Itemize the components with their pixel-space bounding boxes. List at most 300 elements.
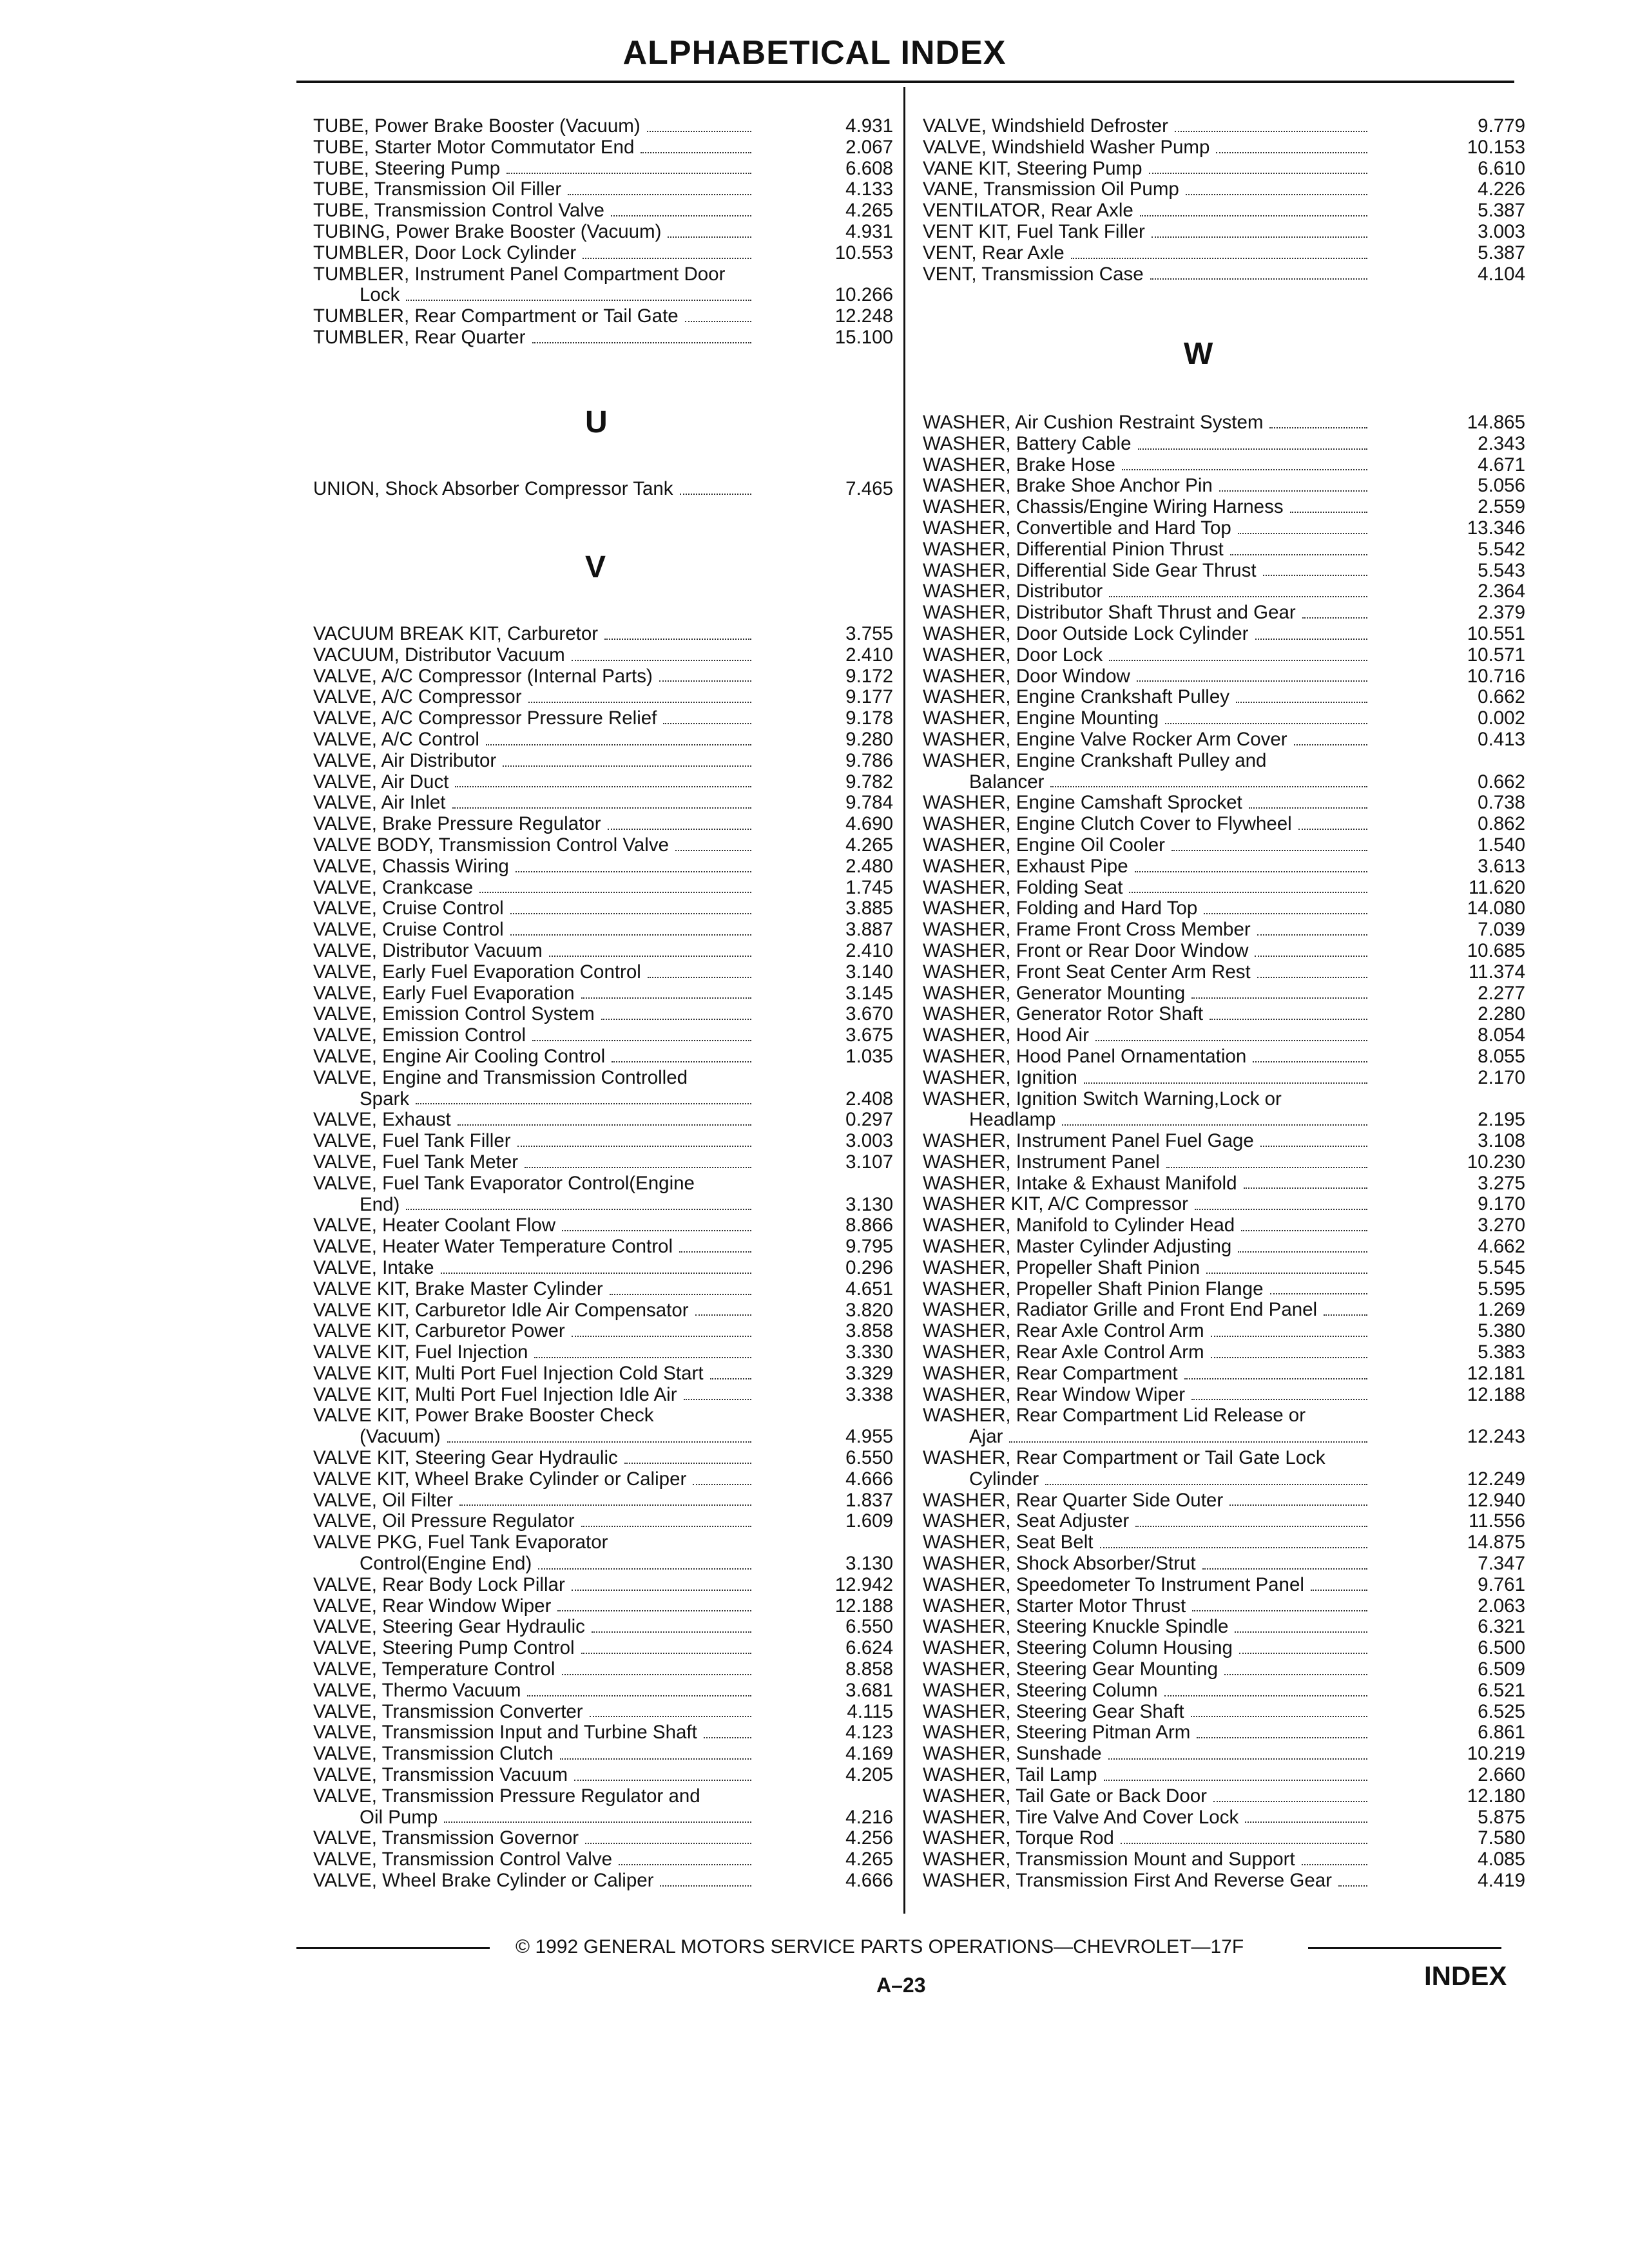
index-entry bbox=[313, 814, 893, 835]
index-entry bbox=[923, 687, 1525, 708]
dot-leader bbox=[1062, 1124, 1367, 1126]
index-entry bbox=[313, 729, 893, 751]
index-entry bbox=[313, 1215, 893, 1236]
entry-text: WASHER, Rear Axle Control Arm bbox=[923, 1320, 1204, 1342]
dot-leader bbox=[1129, 891, 1367, 893]
entry-page-ref: 12.942 bbox=[834, 1573, 893, 1595]
entry-text: VALVE, Distributor Vacuum bbox=[313, 939, 543, 961]
entry-text: WASHER, Steering Column bbox=[923, 1679, 1158, 1701]
entry-text: WASHER, Engine Crankshaft Pulley bbox=[923, 686, 1230, 708]
dot-leader bbox=[693, 1483, 751, 1485]
entry-text: WASHER, Rear Compartment Lid Release or bbox=[923, 1405, 1306, 1427]
entry-text: VALVE, Exhaust bbox=[313, 1109, 451, 1131]
entry-text: WASHER, Rear Window Wiper bbox=[923, 1383, 1186, 1405]
dot-leader bbox=[1135, 1525, 1367, 1527]
index-entry bbox=[923, 1131, 1525, 1152]
index-entry bbox=[313, 179, 893, 200]
entry-text: VALVE KIT, Power Brake Booster Check bbox=[313, 1405, 654, 1427]
index-entry bbox=[923, 159, 1525, 180]
index-entry bbox=[313, 159, 893, 180]
index-entry bbox=[313, 793, 893, 814]
entry-text: WASHER, Generator Rotor Shaft bbox=[923, 1003, 1204, 1025]
entry-page-ref: 1.540 bbox=[1478, 834, 1525, 856]
entry-text: VALVE, Steering Pump Control bbox=[313, 1637, 575, 1659]
index-entry bbox=[313, 751, 893, 772]
entry-text: VALVE, Early Fuel Evaporation bbox=[313, 982, 575, 1004]
entry-page-ref: 3.338 bbox=[845, 1383, 893, 1405]
entry-page-ref: 2.343 bbox=[1478, 432, 1525, 454]
index-entry bbox=[313, 898, 893, 919]
dot-leader bbox=[527, 1695, 751, 1696]
index-entry bbox=[313, 1321, 893, 1342]
index-entry bbox=[923, 1068, 1525, 1089]
entry-text: WASHER, Seat Belt bbox=[923, 1532, 1094, 1553]
entry-text: VALVE KIT, Multi Port Fuel Injection Idle Air bbox=[313, 1383, 677, 1405]
entry-text: TUBE, Power Brake Booster (Vacuum) bbox=[313, 115, 641, 137]
entry-page-ref: 12.249 bbox=[1467, 1468, 1525, 1490]
entry-page-ref: 5.387 bbox=[1478, 200, 1525, 222]
index-entry bbox=[923, 561, 1525, 582]
index-entry bbox=[923, 539, 1525, 561]
entry-page-ref: 7.465 bbox=[845, 478, 893, 499]
index-entry bbox=[313, 1617, 893, 1638]
entry-text: VALVE, Rear Window Wiper bbox=[313, 1595, 552, 1617]
dot-leader bbox=[568, 193, 751, 195]
dot-leader bbox=[1211, 1335, 1367, 1337]
entry-page-ref: 3.675 bbox=[845, 1024, 893, 1046]
entry-page-ref: 9.761 bbox=[1478, 1573, 1525, 1595]
right-column bbox=[923, 0, 1525, 1933]
dot-leader bbox=[1230, 553, 1367, 555]
entry-text: VALVE, Transmission Converter bbox=[313, 1700, 583, 1722]
index-entry bbox=[923, 1385, 1525, 1406]
entry-text: VALVE KIT, Carburetor Idle Air Compensator bbox=[313, 1299, 689, 1321]
index-entry bbox=[923, 835, 1525, 856]
footer-copyright: © 1992 GENERAL MOTORS SERVICE PARTS OPERATIONS—CHEVROLET—17F bbox=[516, 1936, 1244, 1957]
entry-text: VALVE, Fuel Tank Evaporator Control(Engine bbox=[313, 1172, 695, 1194]
entry-text: WASHER, Manifold to Cylinder Head bbox=[923, 1215, 1235, 1236]
entry-text: VALVE, A/C Compressor Pressure Relief bbox=[313, 707, 657, 729]
index-entry bbox=[313, 327, 893, 349]
entry-page-ref: 0.413 bbox=[1478, 728, 1525, 750]
index-entry bbox=[313, 1110, 893, 1131]
dot-leader bbox=[1338, 1885, 1367, 1887]
entry-page-ref: 15.100 bbox=[834, 326, 893, 348]
entry-page-ref: 2.410 bbox=[845, 939, 893, 961]
entry-text: WASHER, Seat Adjuster bbox=[923, 1510, 1130, 1532]
index-entry bbox=[923, 666, 1525, 687]
entry-text-continued: Control(Engine End) bbox=[360, 1553, 532, 1575]
index-entry bbox=[313, 983, 893, 1004]
entry-text: WASHER, Transmission Mount and Support bbox=[923, 1849, 1295, 1870]
index-entry bbox=[923, 1744, 1525, 1765]
entry-text: WASHER, Tail Gate or Back Door bbox=[923, 1785, 1208, 1807]
index-entry bbox=[923, 1575, 1525, 1596]
index-entry bbox=[923, 1828, 1525, 1849]
index-entry bbox=[923, 434, 1525, 455]
entry-text: VALVE, Transmission Clutch bbox=[313, 1743, 554, 1765]
section-label: INDEX bbox=[1424, 1961, 1507, 1991]
dot-leader bbox=[1191, 1715, 1367, 1717]
dot-leader bbox=[1140, 215, 1367, 216]
index-entry bbox=[313, 1680, 893, 1702]
dot-leader bbox=[1324, 1314, 1367, 1316]
entry-text: VALVE, Transmission Governor bbox=[313, 1827, 579, 1849]
entry-page-ref: 6.525 bbox=[1478, 1700, 1525, 1722]
dot-leader bbox=[538, 1568, 751, 1570]
index-entry bbox=[923, 1659, 1525, 1680]
entry-page-ref: 3.613 bbox=[1478, 855, 1525, 877]
dot-leader bbox=[1195, 1208, 1367, 1210]
dot-leader bbox=[549, 955, 751, 957]
entry-page-ref: 4.133 bbox=[845, 178, 893, 200]
index-entry bbox=[923, 1194, 1525, 1215]
dot-leader bbox=[601, 1018, 751, 1020]
entry-text: VALVE KIT, Steering Gear Hydraulic bbox=[313, 1447, 618, 1469]
index-entry bbox=[313, 1765, 893, 1786]
entry-text-continued: Oil Pump bbox=[360, 1806, 438, 1828]
entry-text: WASHER, Torque Rod bbox=[923, 1827, 1114, 1849]
entry-text: WASHER, Transmission First And Reverse Gear bbox=[923, 1869, 1332, 1891]
entry-text: WASHER, Rear Quarter Side Outer bbox=[923, 1489, 1224, 1511]
index-entry bbox=[313, 200, 893, 222]
index-entry bbox=[923, 1258, 1525, 1279]
entry-text: WASHER, Shock Absorber/Strut bbox=[923, 1553, 1196, 1575]
entry-text: VENTILATOR, Rear Axle bbox=[923, 200, 1133, 222]
entry-page-ref: 2.408 bbox=[845, 1088, 893, 1110]
entry-text: TUMBLER, Rear Compartment or Tail Gate bbox=[313, 305, 679, 327]
index-entry bbox=[313, 1068, 893, 1110]
index-entry bbox=[313, 645, 893, 666]
page-number: A–23 bbox=[876, 1974, 926, 1997]
entry-page-ref: 3.820 bbox=[845, 1299, 893, 1321]
index-entry bbox=[923, 476, 1525, 497]
dot-leader bbox=[1152, 236, 1367, 238]
entry-text: VALVE, Chassis Wiring bbox=[313, 855, 509, 877]
index-entry bbox=[313, 1744, 893, 1765]
dot-leader bbox=[685, 320, 751, 322]
index-entry bbox=[923, 729, 1525, 751]
entry-text: WASHER, Brake Hose bbox=[923, 454, 1115, 476]
dot-leader bbox=[1166, 1166, 1367, 1168]
dot-leader bbox=[1238, 532, 1367, 534]
dot-leader bbox=[562, 1673, 752, 1675]
entry-page-ref: 12.243 bbox=[1467, 1426, 1525, 1448]
dot-leader bbox=[585, 1842, 751, 1844]
entry-page-ref: 8.055 bbox=[1478, 1045, 1525, 1067]
entry-page-ref: 1.269 bbox=[1478, 1299, 1525, 1321]
dot-leader bbox=[1216, 151, 1367, 153]
entry-page-ref: 2.480 bbox=[845, 855, 893, 877]
entry-page-ref: 2.379 bbox=[1478, 602, 1525, 624]
dot-leader bbox=[458, 1124, 751, 1126]
index-entry bbox=[923, 878, 1525, 899]
dot-leader bbox=[1100, 1546, 1368, 1548]
dot-leader bbox=[675, 849, 751, 851]
dot-leader bbox=[668, 236, 751, 238]
dot-leader bbox=[1186, 193, 1367, 195]
index-entry bbox=[923, 1807, 1525, 1829]
entry-page-ref: 11.374 bbox=[1468, 961, 1525, 983]
dot-leader bbox=[557, 1610, 751, 1611]
index-entry bbox=[313, 1490, 893, 1512]
index-entry bbox=[923, 941, 1525, 962]
dot-leader bbox=[1135, 870, 1367, 872]
dot-leader bbox=[1149, 172, 1368, 174]
entry-page-ref: 10.553 bbox=[834, 242, 893, 264]
entry-text: WASHER, Battery Cable bbox=[923, 432, 1132, 454]
entry-page-ref: 4.931 bbox=[845, 220, 893, 242]
entry-text: WASHER, Folding Seat bbox=[923, 876, 1123, 898]
index-entry bbox=[923, 1321, 1525, 1342]
entry-text: VENT, Rear Axle bbox=[923, 242, 1065, 264]
entry-page-ref: 5.595 bbox=[1478, 1278, 1525, 1300]
entry-text: VALVE, Air Inlet bbox=[313, 792, 446, 814]
column-divider bbox=[903, 87, 905, 1914]
dot-leader bbox=[583, 257, 751, 259]
index-entry bbox=[923, 1849, 1525, 1870]
dot-leader bbox=[592, 1631, 751, 1633]
dot-leader bbox=[447, 1441, 751, 1443]
entry-page-ref: 4.666 bbox=[845, 1870, 893, 1892]
entry-page-ref: 3.108 bbox=[1478, 1130, 1525, 1152]
entry-text: VALVE BODY, Transmission Control Valve bbox=[313, 834, 669, 856]
dot-leader bbox=[1050, 785, 1367, 787]
index-entry bbox=[313, 856, 893, 878]
entry-page-ref: 8.054 bbox=[1478, 1024, 1525, 1046]
entry-text: WASHER, Front Seat Center Arm Rest bbox=[923, 961, 1251, 983]
index-entry bbox=[313, 772, 893, 793]
index-entry bbox=[313, 116, 893, 137]
index-entry bbox=[923, 1215, 1525, 1236]
index-entry bbox=[923, 1173, 1525, 1195]
dot-leader bbox=[406, 299, 751, 301]
entry-page-ref: 9.779 bbox=[1478, 115, 1525, 137]
entry-text: WASHER, Generator Mounting bbox=[923, 982, 1186, 1004]
index-entry bbox=[923, 1596, 1525, 1617]
entry-text: TUBE, Transmission Oil Filler bbox=[313, 178, 562, 200]
dot-leader bbox=[562, 1229, 751, 1231]
entry-text: WASHER, Steering Gear Shaft bbox=[923, 1700, 1184, 1722]
dot-leader bbox=[1298, 828, 1367, 830]
index-entry bbox=[923, 1342, 1525, 1363]
entry-page-ref: 4.265 bbox=[845, 834, 893, 856]
index-entry bbox=[313, 1448, 893, 1469]
dot-leader bbox=[444, 1821, 751, 1823]
entry-text: VALVE KIT, Carburetor Power bbox=[313, 1320, 565, 1342]
dot-leader bbox=[660, 1885, 751, 1887]
dot-leader bbox=[1241, 1229, 1367, 1231]
index-entry bbox=[313, 1405, 893, 1448]
dot-leader bbox=[610, 1293, 751, 1295]
entry-page-ref: 7.039 bbox=[1478, 919, 1525, 941]
entry-text-continued: Lock bbox=[360, 284, 400, 306]
dot-leader bbox=[1191, 1398, 1367, 1400]
entry-text: VALVE, Intake bbox=[313, 1256, 434, 1278]
entry-page-ref: 4.419 bbox=[1478, 1869, 1525, 1891]
dot-leader bbox=[1138, 448, 1367, 450]
entry-text: WASHER, Distributor Shaft Thrust and Gear bbox=[923, 602, 1296, 624]
entry-page-ref: 1.035 bbox=[845, 1045, 893, 1067]
index-entry bbox=[923, 1702, 1525, 1723]
entry-text: VALVE KIT, Brake Master Cylinder bbox=[313, 1278, 603, 1300]
entry-page-ref: 10.219 bbox=[1467, 1743, 1525, 1765]
entry-text: VALVE, Engine Air Cooling Control bbox=[313, 1045, 606, 1067]
entry-page-ref: 10.716 bbox=[1467, 665, 1525, 687]
dot-leader bbox=[1191, 997, 1367, 999]
entry-page-ref: 5.875 bbox=[1478, 1806, 1525, 1828]
entry-page-ref: 2.364 bbox=[1478, 581, 1525, 602]
entry-page-ref: 3.329 bbox=[845, 1362, 893, 1384]
entry-text: VALVE, Air Distributor bbox=[313, 749, 497, 771]
entry-text: WASHER, Steering Pitman Arm bbox=[923, 1722, 1191, 1744]
entry-page-ref: 12.940 bbox=[1467, 1489, 1525, 1511]
index-entry bbox=[923, 179, 1525, 200]
entry-text: VENT, Transmission Case bbox=[923, 263, 1144, 285]
dot-leader bbox=[1257, 976, 1367, 978]
entry-page-ref: 6.509 bbox=[1478, 1658, 1525, 1680]
entry-page-ref: 10.551 bbox=[1467, 622, 1525, 644]
index-entry bbox=[313, 1575, 893, 1596]
entry-page-ref: 10.230 bbox=[1467, 1151, 1525, 1173]
entry-page-ref: 4.690 bbox=[845, 813, 893, 835]
entry-text: WASHER, Engine Mounting bbox=[923, 707, 1159, 729]
dot-leader bbox=[619, 1863, 751, 1865]
dot-leader bbox=[1165, 722, 1367, 724]
entry-page-ref: 3.003 bbox=[845, 1130, 893, 1152]
entry-text: WASHER, Tire Valve And Cover Lock bbox=[923, 1806, 1239, 1828]
entry-page-ref: 3.140 bbox=[845, 961, 893, 983]
footer-rule-left bbox=[296, 1947, 490, 1949]
dot-leader bbox=[455, 785, 751, 787]
dot-leader bbox=[517, 1145, 751, 1147]
entry-page-ref: 3.145 bbox=[845, 982, 893, 1004]
section-heading-u: U bbox=[585, 405, 608, 439]
index-entry bbox=[923, 412, 1525, 434]
index-entry bbox=[923, 962, 1525, 983]
index-entry bbox=[313, 1131, 893, 1152]
entry-page-ref: 0.662 bbox=[1478, 686, 1525, 708]
dot-leader bbox=[581, 1652, 751, 1654]
index-entry bbox=[923, 1004, 1525, 1025]
section-heading-v: V bbox=[585, 550, 606, 584]
index-entry bbox=[313, 1385, 893, 1406]
entry-list-v-continued bbox=[923, 116, 1525, 285]
entry-page-ref: 0.296 bbox=[845, 1256, 893, 1278]
entry-page-ref: 10.685 bbox=[1467, 939, 1525, 961]
index-entry bbox=[923, 200, 1525, 222]
dot-leader bbox=[416, 1102, 751, 1104]
entry-page-ref: 9.784 bbox=[845, 792, 893, 814]
entry-text: VALVE, Transmission Pressure Regulator and bbox=[313, 1785, 700, 1807]
entry-text: TUBING, Power Brake Booster (Vacuum) bbox=[313, 220, 662, 242]
entry-page-ref: 3.270 bbox=[1478, 1215, 1525, 1236]
entry-page-ref: 4.123 bbox=[845, 1722, 893, 1744]
index-entry bbox=[313, 708, 893, 729]
index-entry bbox=[923, 708, 1525, 729]
dot-leader bbox=[1137, 680, 1367, 682]
entry-page-ref: 5.545 bbox=[1478, 1256, 1525, 1278]
entry-text: VANE KIT, Steering Pump bbox=[923, 157, 1142, 179]
dot-leader bbox=[1108, 1758, 1367, 1760]
entry-text: WASHER, Rear Axle Control Arm bbox=[923, 1341, 1204, 1363]
dot-leader bbox=[503, 765, 751, 767]
entry-page-ref: 14.865 bbox=[1467, 412, 1525, 433]
entry-page-ref: 8.858 bbox=[845, 1658, 893, 1680]
dot-leader bbox=[1211, 1356, 1367, 1358]
dot-leader bbox=[1204, 912, 1367, 914]
index-entry bbox=[923, 1553, 1525, 1575]
entry-page-ref: 9.172 bbox=[845, 665, 893, 687]
entry-page-ref: 14.875 bbox=[1467, 1532, 1525, 1553]
dot-leader bbox=[532, 341, 752, 343]
index-entry bbox=[313, 878, 893, 899]
index-entry bbox=[923, 1511, 1525, 1532]
index-entry bbox=[313, 1258, 893, 1279]
index-entry bbox=[313, 1870, 893, 1892]
index-entry bbox=[923, 1786, 1525, 1807]
dot-leader bbox=[1164, 1695, 1367, 1696]
entry-text: WASHER, Speedometer To Instrument Panel bbox=[923, 1573, 1304, 1595]
dot-leader bbox=[659, 680, 751, 682]
dot-leader bbox=[1244, 1187, 1368, 1189]
dot-leader bbox=[604, 638, 751, 640]
index-entry bbox=[313, 1659, 893, 1680]
entry-page-ref: 2.559 bbox=[1478, 496, 1525, 518]
entry-text-continued: (Vacuum) bbox=[360, 1426, 441, 1448]
entry-text: WASHER, Air Cushion Restraint System bbox=[923, 412, 1264, 433]
entry-list-u bbox=[313, 479, 893, 500]
dot-leader bbox=[663, 722, 751, 724]
index-entry bbox=[923, 1617, 1525, 1638]
entry-page-ref: 8.866 bbox=[845, 1215, 893, 1236]
entry-page-ref: 6.861 bbox=[1478, 1722, 1525, 1744]
entry-page-ref: 5.383 bbox=[1478, 1341, 1525, 1363]
entry-text: WASHER, Steering Gear Mounting bbox=[923, 1658, 1218, 1680]
entry-text: VALVE, Emission Control System bbox=[313, 1003, 595, 1025]
entry-page-ref: 4.666 bbox=[845, 1468, 893, 1490]
dot-leader bbox=[1202, 1568, 1367, 1570]
index-entry bbox=[313, 962, 893, 983]
entry-text: VALVE, Rear Body Lock Pillar bbox=[313, 1573, 565, 1595]
entry-page-ref: 0.297 bbox=[845, 1109, 893, 1131]
index-entry bbox=[313, 1173, 893, 1216]
index-entry bbox=[313, 941, 893, 962]
dot-leader bbox=[486, 744, 751, 745]
dot-leader bbox=[1206, 1272, 1367, 1274]
entry-page-ref: 2.660 bbox=[1478, 1764, 1525, 1785]
dot-leader bbox=[510, 934, 751, 936]
entry-text: VALVE KIT, Fuel Injection bbox=[313, 1341, 528, 1363]
index-entry bbox=[313, 243, 893, 264]
entry-page-ref: 3.003 bbox=[1478, 220, 1525, 242]
index-entry bbox=[923, 1152, 1525, 1173]
entry-text-continued: Ajar bbox=[969, 1426, 1003, 1448]
index-entry bbox=[313, 624, 893, 645]
entry-page-ref: 6.321 bbox=[1478, 1616, 1525, 1638]
index-entry bbox=[923, 645, 1525, 666]
index-entry bbox=[923, 856, 1525, 878]
dot-leader bbox=[612, 1061, 751, 1062]
index-entry bbox=[313, 835, 893, 856]
entry-page-ref: 0.002 bbox=[1478, 707, 1525, 729]
index-entry bbox=[313, 1152, 893, 1173]
page-title: ALPHABETICAL INDEX bbox=[622, 34, 1007, 72]
entry-text: VALVE, Transmission Control Valve bbox=[313, 1849, 612, 1870]
index-entry bbox=[313, 1849, 893, 1870]
entry-page-ref: 5.387 bbox=[1478, 242, 1525, 264]
entry-page-ref: 4.226 bbox=[1478, 178, 1525, 200]
